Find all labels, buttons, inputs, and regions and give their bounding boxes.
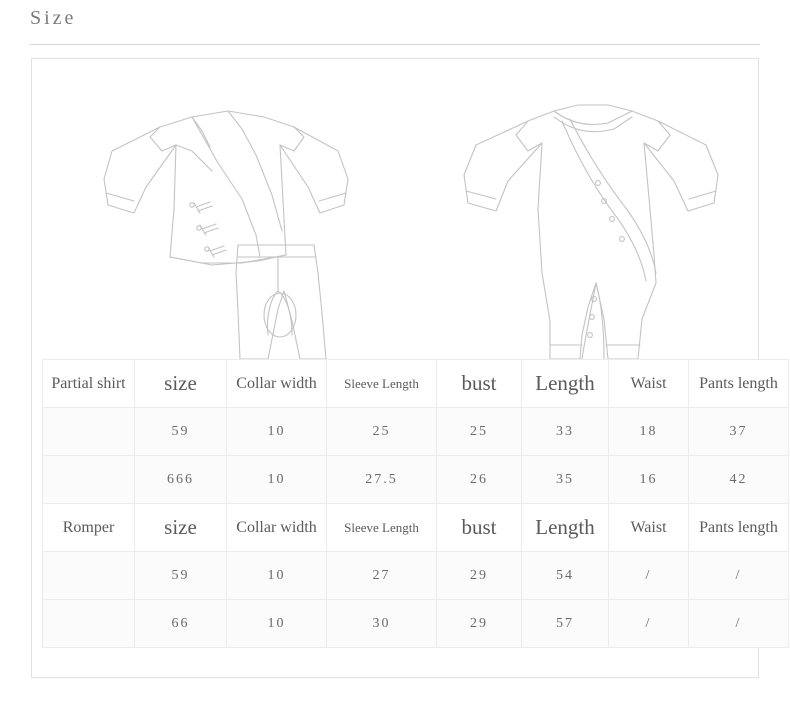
cell-sleeve-length: 27.5 <box>327 456 437 504</box>
two-piece-set-line-drawing <box>42 59 392 359</box>
header-divider <box>30 44 760 45</box>
header-cell-waist: Waist <box>609 360 689 408</box>
header-cell-waist: Waist <box>609 504 689 552</box>
cell-category <box>43 552 135 600</box>
table-header-row-partial-shirt <box>43 360 789 408</box>
cell-collar-width: 10 <box>227 456 327 504</box>
cell-bust: 29 <box>437 600 522 648</box>
cell-category <box>43 456 135 504</box>
header-cell-pants-length: Pants length <box>689 504 789 552</box>
cell-length: 35 <box>522 456 609 504</box>
cell-waist: 18 <box>609 408 689 456</box>
cell-waist: 16 <box>609 456 689 504</box>
header-cell-length: Length <box>522 504 609 552</box>
cell-pants-length: 37 <box>689 408 789 456</box>
table-header-row-romper <box>43 504 789 552</box>
header-cell-sleeve-length: Sleeve Length <box>327 360 437 408</box>
header-cell-sleeve-length: Sleeve Length <box>327 504 437 552</box>
cell-length: 54 <box>522 552 609 600</box>
cell-collar-width: 10 <box>227 552 327 600</box>
header-cell-collar-width: Collar width <box>227 504 327 552</box>
cell-sleeve-length: 25 <box>327 408 437 456</box>
table-row <box>43 456 789 504</box>
page-title: Size <box>30 7 77 29</box>
cell-bust: 26 <box>437 456 522 504</box>
cell-bust: 25 <box>437 408 522 456</box>
header-cell-size: size <box>135 360 227 408</box>
cell-size: 59 <box>135 552 227 600</box>
cell-pants-length: 42 <box>689 456 789 504</box>
header-cell-bust: bust <box>437 360 522 408</box>
cell-waist: / <box>609 600 689 648</box>
header-cell-bust: bust <box>437 504 522 552</box>
cell-pants-length: / <box>689 552 789 600</box>
header-cell-pants-length: Pants length <box>689 360 789 408</box>
cell-size: 666 <box>135 456 227 504</box>
cell-collar-width: 10 <box>227 600 327 648</box>
cell-bust: 29 <box>437 552 522 600</box>
table-row <box>43 408 789 456</box>
cell-collar-width: 10 <box>227 408 327 456</box>
header-cell-category: Romper <box>43 504 135 552</box>
illustration-area <box>32 59 758 359</box>
cell-waist: / <box>609 552 689 600</box>
size-table <box>42 359 789 648</box>
page-header <box>0 0 790 48</box>
romper-line-drawing <box>402 59 752 359</box>
cell-length: 33 <box>522 408 609 456</box>
cell-size: 59 <box>135 408 227 456</box>
cell-sleeve-length: 27 <box>327 552 437 600</box>
table-row <box>43 600 789 648</box>
table-row <box>43 552 789 600</box>
cell-category <box>43 408 135 456</box>
cell-sleeve-length: 30 <box>327 600 437 648</box>
header-cell-category: Partial shirt <box>43 360 135 408</box>
cell-category <box>43 600 135 648</box>
header-cell-length: Length <box>522 360 609 408</box>
cell-size: 66 <box>135 600 227 648</box>
cell-pants-length: / <box>689 600 789 648</box>
header-cell-collar-width: Collar width <box>227 360 327 408</box>
content-frame <box>31 58 778 678</box>
cell-length: 57 <box>522 600 609 648</box>
header-cell-size: size <box>135 504 227 552</box>
